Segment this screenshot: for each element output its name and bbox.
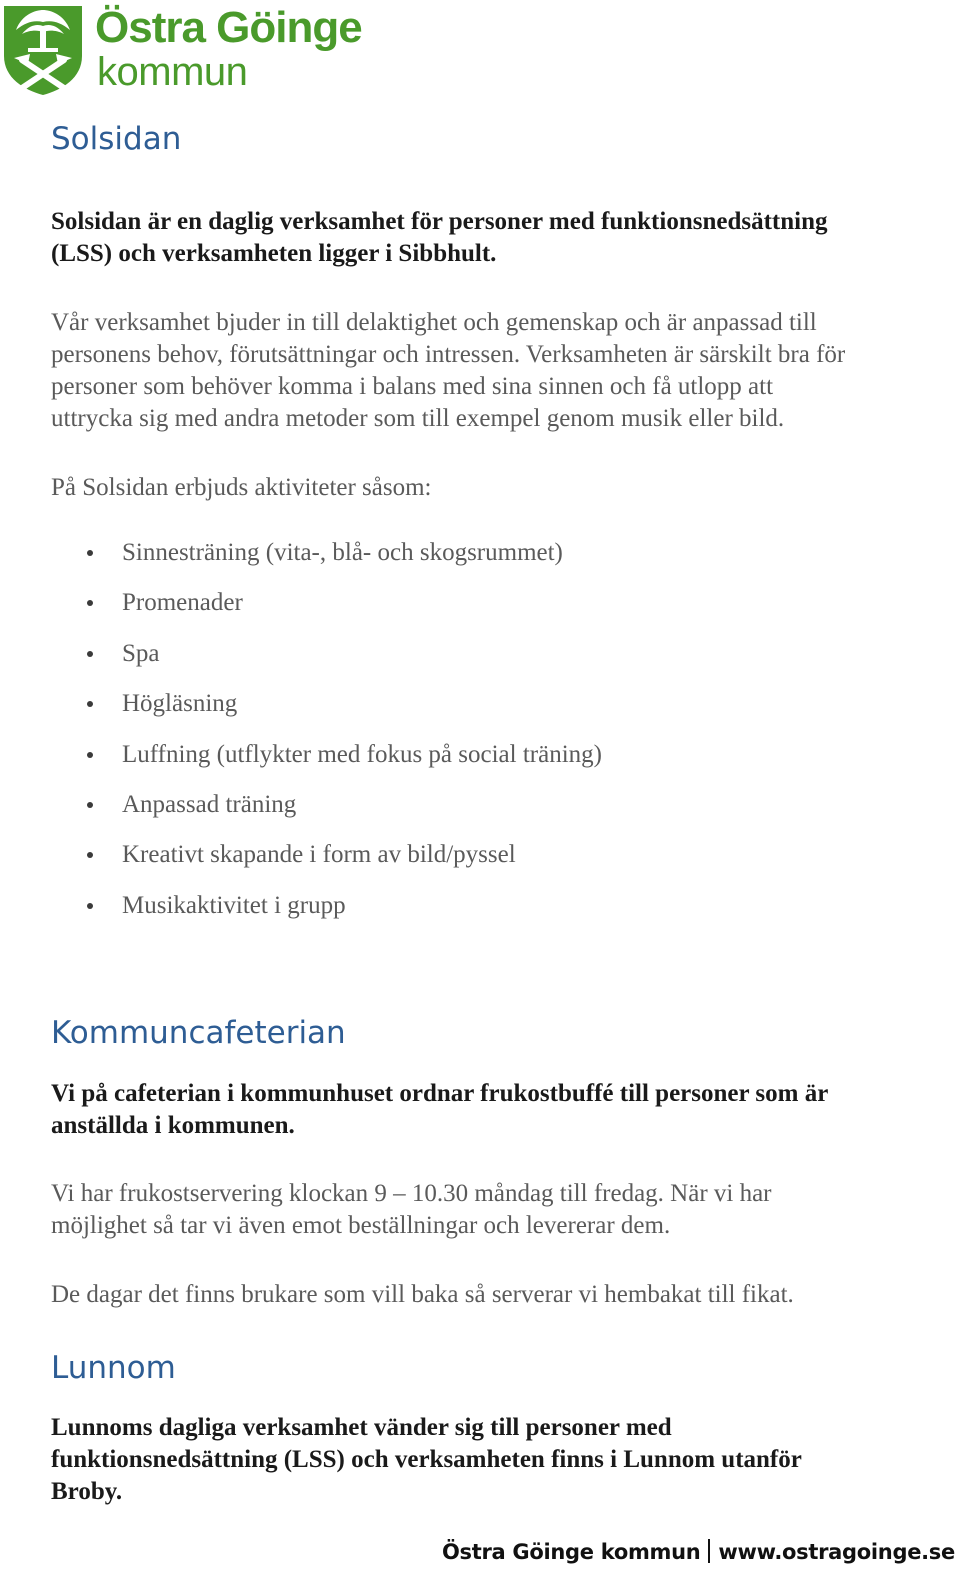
footer-url[interactable]: www.ostragoinge.se <box>718 1540 955 1564</box>
bullet-icon <box>87 752 93 758</box>
municipality-logo <box>2 4 382 96</box>
solsidan-body-line-3: personer som behöver komma i balans med sina sinnen och få utlopp att <box>51 373 774 400</box>
logo-name-line1: Östra Göinge <box>95 3 362 52</box>
solsidan-body-line-1: Vår verksamhet bjuder in till delaktighet och gemenskap och är anpassad till <box>51 309 817 336</box>
lunnom-lead-line-2: funktionsnedsättning (LSS) och verksamheten finns i Lunnom utanför <box>51 1446 802 1473</box>
logo-name-line2: kommun <box>97 50 248 94</box>
solsidan-body-line-2: personens behov, förutsättningar och intressen. Verksamheten är särskilt bra för <box>51 341 846 368</box>
kommuncafeterian-lead-line-2: anställda i kommunen. <box>51 1112 295 1139</box>
bullet-icon <box>87 550 93 556</box>
kommuncafeterian-lead-line-1: Vi på cafeterian i kommunhuset ordnar frukostbuffé till personer som är <box>51 1080 829 1107</box>
bullet-icon <box>87 802 93 808</box>
solsidan-lead-line-2: (LSS) och verksamheten ligger i Sibbhult. <box>51 240 497 267</box>
bullet-icon <box>87 600 93 606</box>
kommuncafeterian-body-line-2: möjlighet så tar vi även emot beställningar och levererar dem. <box>51 1212 671 1239</box>
coat-of-arms-icon <box>2 4 84 96</box>
bullet-icon <box>87 701 93 707</box>
bullet-icon <box>87 903 93 909</box>
solsidan-lead <box>51 206 828 270</box>
kommuncafeterian-lead <box>51 1078 828 1142</box>
solsidan-body-line-4: uttrycka sig med andra metoder som till exempel genom musik eller bild. <box>51 405 785 432</box>
heading-solsidan: Solsidan <box>51 121 182 157</box>
lunnom-lead <box>51 1412 802 1508</box>
footer-divider <box>708 1539 710 1563</box>
page-footer <box>442 1539 955 1564</box>
kommuncafeterian-body2: De dagar det finns brukare som vill baka så serverar vi hembakat till fikat. <box>51 1281 794 1308</box>
kommuncafeterian-body <box>51 1178 772 1242</box>
lunnom-lead-line-1: Lunnoms dagliga verksamhet vänder sig till personer med <box>51 1414 672 1441</box>
solsidan-lead-line-1: Solsidan är en daglig verksamhet för personer med funktionsnedsättning <box>51 208 828 235</box>
footer-org: Östra Göinge kommun <box>442 1540 701 1564</box>
activities-intro: På Solsidan erbjuds aktiviteter såsom: <box>51 474 432 501</box>
heading-kommuncafeterian: Kommuncafeterian <box>51 1015 346 1051</box>
heading-lunnom: Lunnom <box>51 1350 176 1386</box>
kommuncafeterian-body-line-1: Vi har frukostservering klockan 9 – 10.30 måndag till fredag. När vi har <box>51 1180 772 1207</box>
solsidan-body <box>51 307 845 435</box>
lunnom-lead-line-3: Broby. <box>51 1478 123 1505</box>
bullet-icon <box>87 852 93 858</box>
bullet-icon <box>87 651 93 657</box>
